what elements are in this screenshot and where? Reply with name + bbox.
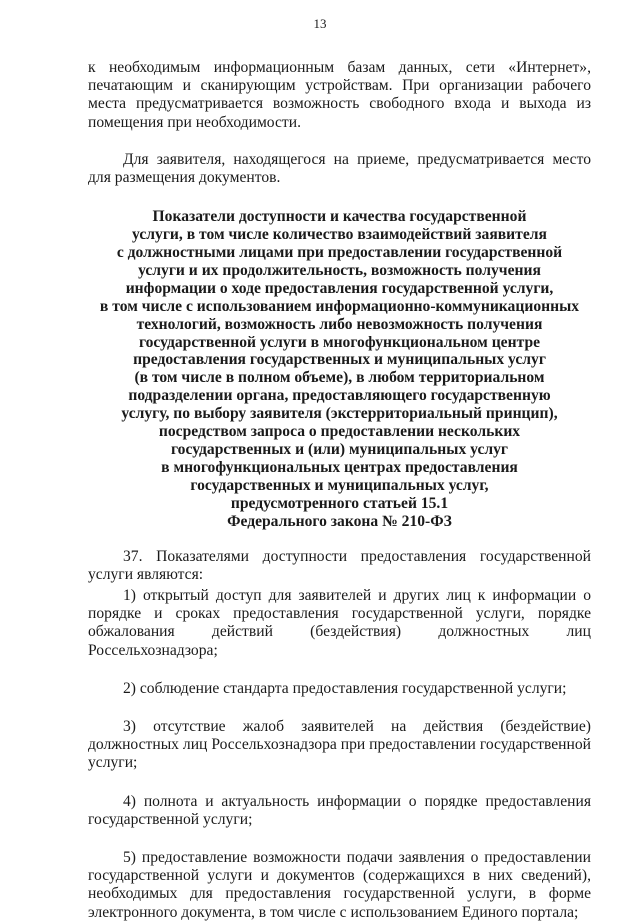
list-item: 4) полнота и актуальность информации о порядке предоставления государственной услуги;	[88, 792, 591, 828]
paragraph-workplace: к необходимым информационным базам данных, сети «Интернет», печатающим и сканирующим устройствам. При организации рабочего места предусматривается возможность свободного входа и выхода из помещения при необходимости.	[88, 59, 591, 131]
heading-line: с должностными лицами при предоставлении государственной	[116, 244, 563, 262]
heading-line: государственной услуги в многофункциональном центре	[138, 333, 541, 351]
paragraph-documents-place: Для заявителя, находящегося на приеме, предусматривается место для размещения документов.	[88, 150, 591, 187]
heading-line: услуги, в том числе количество взаимодействий заявителя	[132, 226, 547, 244]
heading-line: Федерального закона № 210-ФЗ	[227, 512, 452, 530]
list-item: 2) соблюдение стандарта предоставления государственной услуги;	[123, 679, 567, 697]
heading-line: технологий, возможность либо невозможность получения	[136, 315, 543, 333]
list-item: 5) предоставление возможности подачи заявления о предоставлении государственной услуги и документов (содержащихся в них сведений), необходимых для предоставления государственной услуги, в форме электронного документа, в том числе с использованием Единого портала;	[88, 848, 591, 921]
page-number: 13	[313, 16, 327, 31]
section-heading	[88, 208, 591, 530]
heading-line: в многофункциональных центрах предоставления	[161, 458, 518, 476]
heading-line: предусмотренного статьей 15.1	[230, 494, 449, 512]
heading-line: посредством запроса о предоставлении нескольких	[158, 423, 521, 441]
heading-line: услуги и их продолжительность, возможность получения	[138, 261, 541, 279]
document-body	[88, 59, 591, 922]
heading-line: государственных и (или) муниципальных услуг	[170, 441, 509, 458]
heading-line: государственных и муниципальных услуг,	[190, 476, 489, 494]
list-item: 3) отсутствие жалоб заявителей на действия (бездействие) должностных лиц Россельхознадзора при предоставлении государственной услуги;	[88, 717, 591, 772]
clause-37: 37. Показателями доступности предоставления государственной услуги являются:	[88, 547, 591, 583]
heading-line: в том числе с использованием информационно-коммуникационных	[99, 297, 580, 315]
heading-line: (в том числе в полном объеме), в любом территориальном	[134, 369, 545, 387]
heading-line: предоставления государственных и муниципальных услуг	[133, 351, 546, 369]
heading-line: Показатели доступности и качества государственной	[152, 208, 527, 226]
heading-line: подразделении органа, предоставляющего государственную	[128, 387, 551, 405]
heading-line: услугу, по выбору заявителя (экстерриториальный принцип),	[121, 405, 558, 423]
list-item: 1) открытый доступ для заявителей и других лиц к информации о порядке и сроках предоставления государственной услуги, порядке обжалования действий (бездействия) должностных лиц Россельхознадзора;	[88, 586, 591, 659]
heading-line: информации о ходе предоставления государственной услуги,	[125, 279, 554, 297]
